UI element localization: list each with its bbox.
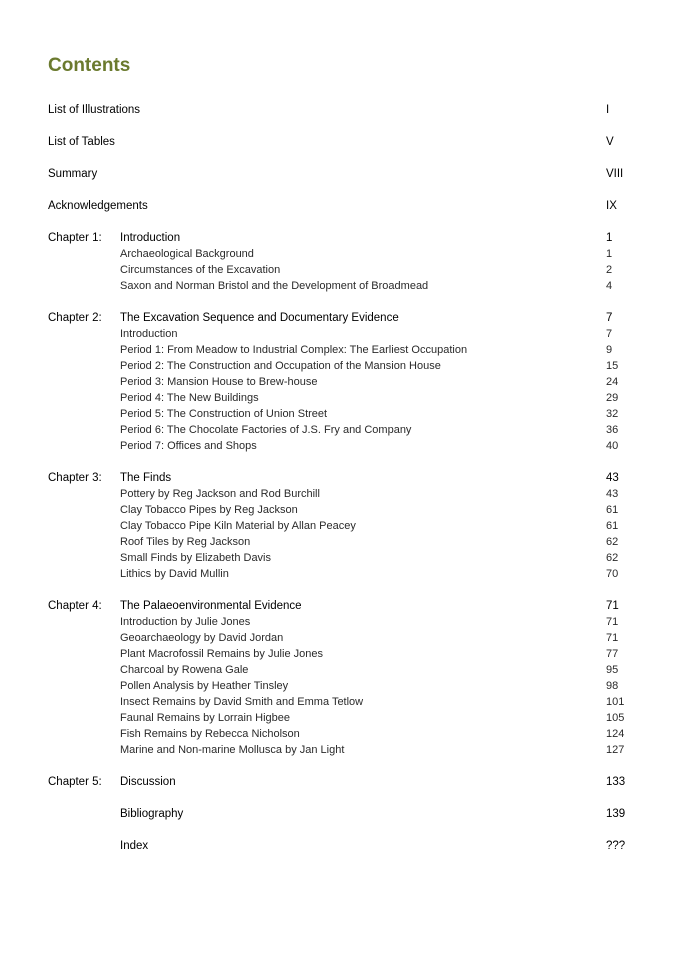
toc-section-entry[interactable]: [0, 742, 680, 758]
chapter-number: Chapter 5:: [48, 776, 102, 788]
section-page: 40: [606, 440, 619, 452]
chapter-number: Chapter 4:: [48, 600, 102, 612]
chapter-title: The Excavation Sequence and Documentary Evidence: [120, 312, 399, 324]
toc-section-entry[interactable]: [0, 438, 680, 454]
toc-section-entry[interactable]: [0, 390, 680, 406]
chapter-number: Chapter 1:: [48, 232, 102, 244]
toc-front-entry[interactable]: [0, 166, 680, 182]
chapter-title: Bibliography: [120, 808, 184, 820]
section-title: Period 7: Offices and Shops: [120, 440, 257, 452]
section-page: 95: [606, 664, 619, 676]
chapter-title: Index: [120, 840, 149, 852]
toc-section-entry[interactable]: [0, 278, 680, 294]
section-title: Small Finds by Elizabeth Davis: [120, 552, 272, 564]
toc-section-entry[interactable]: [0, 518, 680, 534]
section-title: Introduction: [120, 328, 178, 340]
section-title: Period 3: Mansion House to Brew-house: [120, 376, 318, 388]
section-page: 124: [606, 728, 625, 740]
toc-chapter-entry[interactable]: [0, 806, 680, 822]
chapter-page: 71: [606, 600, 619, 612]
chapter-page: 139: [606, 808, 626, 820]
toc-section-entry[interactable]: [0, 374, 680, 390]
toc-section-entry[interactable]: [0, 550, 680, 566]
chapter-title: The Palaeoenvironmental Evidence: [120, 600, 302, 612]
section-title: Archaeological Background: [120, 248, 254, 260]
chapter-page: 43: [606, 472, 619, 484]
toc-chapter-entry[interactable]: [0, 838, 680, 854]
section-page: 127: [606, 744, 625, 756]
section-title: Pollen Analysis by Heather Tinsley: [120, 680, 289, 692]
entry-page: I: [606, 104, 610, 116]
section-title: Clay Tobacco Pipe Kiln Material by Allan Peacey: [120, 520, 356, 532]
toc-chapter-entry[interactable]: [0, 230, 680, 246]
section-page: 105: [606, 712, 625, 724]
section-title: Introduction by Julie Jones: [120, 616, 251, 628]
chapter-title: The Finds: [120, 472, 172, 484]
section-title: Roof Tiles by Reg Jackson: [120, 536, 251, 548]
toc-front-entry[interactable]: [0, 102, 680, 118]
chapter-title: Introduction: [120, 232, 181, 244]
toc-section-entry[interactable]: [0, 646, 680, 662]
toc-section-entry[interactable]: [0, 326, 680, 342]
section-page: 71: [606, 632, 619, 644]
entry-title: List of Tables: [48, 136, 115, 148]
section-title: Saxon and Norman Bristol and the Development of Broadmead: [120, 280, 429, 292]
section-title: Lithics by David Mullin: [120, 568, 229, 580]
entry-page: IX: [606, 200, 617, 212]
section-page: 71: [606, 616, 619, 628]
chapter-number: Chapter 2:: [48, 312, 102, 324]
toc-front-entry[interactable]: [0, 134, 680, 150]
toc-section-entry[interactable]: [0, 694, 680, 710]
toc-section-entry[interactable]: [0, 358, 680, 374]
page-title: Contents: [48, 55, 131, 76]
toc-section-entry[interactable]: [0, 710, 680, 726]
toc-section-entry[interactable]: [0, 726, 680, 742]
toc-chapter-entry[interactable]: [0, 598, 680, 614]
section-page: 32: [606, 408, 619, 420]
section-title: Period 2: The Construction and Occupation of the Mansion House: [120, 360, 441, 372]
section-title: Charcoal by Rowena Gale: [120, 664, 249, 676]
section-page: 29: [606, 392, 619, 404]
section-page: 9: [606, 344, 613, 356]
chapter-page: 133: [606, 776, 626, 788]
section-page: 62: [606, 536, 619, 548]
section-title: Fish Remains by Rebecca Nicholson: [120, 728, 300, 740]
section-page: 101: [606, 696, 625, 708]
section-title: Circumstances of the Excavation: [120, 264, 281, 276]
section-page: 36: [606, 424, 619, 436]
toc-section-entry[interactable]: [0, 262, 680, 278]
section-page: 61: [606, 520, 619, 532]
toc-section-entry[interactable]: [0, 246, 680, 262]
section-title: Period 5: The Construction of Union Street: [120, 408, 328, 420]
section-page: 62: [606, 552, 619, 564]
toc-chapter-entry[interactable]: [0, 774, 680, 790]
chapter-page: 1: [606, 232, 613, 244]
section-page: 4: [606, 280, 613, 292]
section-page: 15: [606, 360, 619, 372]
section-page: 77: [606, 648, 619, 660]
toc-section-entry[interactable]: [0, 662, 680, 678]
section-title: Faunal Remains by Lorrain Higbee: [120, 712, 290, 724]
toc-chapter-entry[interactable]: [0, 310, 680, 326]
section-page: 43: [606, 488, 619, 500]
toc-section-entry[interactable]: [0, 486, 680, 502]
toc-section-entry[interactable]: [0, 566, 680, 582]
toc-section-entry[interactable]: [0, 614, 680, 630]
chapter-title: Discussion: [120, 776, 176, 788]
section-title: Period 4: The New Buildings: [120, 392, 259, 404]
toc-section-entry[interactable]: [0, 630, 680, 646]
section-page: 98: [606, 680, 619, 692]
chapter-page: 7: [606, 312, 613, 324]
toc-chapter-entry[interactable]: [0, 470, 680, 486]
toc-section-entry[interactable]: [0, 342, 680, 358]
entry-page: VIII: [606, 168, 624, 180]
section-title: Pottery by Reg Jackson and Rod Burchill: [120, 488, 320, 500]
section-title: Plant Macrofossil Remains by Julie Jones: [120, 648, 323, 660]
chapter-number: Chapter 3:: [48, 472, 102, 484]
section-page: 61: [606, 504, 619, 516]
toc-section-entry[interactable]: [0, 678, 680, 694]
section-title: Clay Tobacco Pipes by Reg Jackson: [120, 504, 298, 516]
section-title: Insect Remains by David Smith and Emma Tetlow: [120, 696, 364, 708]
section-page: 7: [606, 328, 613, 340]
section-page: 1: [606, 248, 613, 260]
toc-front-entry[interactable]: [0, 198, 680, 214]
entry-title: List of Illustrations: [48, 104, 141, 116]
toc-section-entry[interactable]: [0, 422, 680, 438]
section-title: Period 1: From Meadow to Industrial Complex: The Earliest Occupation: [120, 344, 468, 356]
chapter-page: ???: [606, 840, 626, 852]
section-title: Marine and Non-marine Mollusca by Jan Light: [120, 744, 345, 756]
section-page: 24: [606, 376, 619, 388]
entry-title: Acknowledgements: [48, 200, 148, 212]
entry-page: V: [606, 136, 614, 148]
toc-section-entry[interactable]: [0, 502, 680, 518]
section-page: 2: [606, 264, 613, 276]
section-title: Geoarchaeology by David Jordan: [120, 632, 284, 644]
entry-title: Summary: [48, 168, 98, 180]
section-title: Period 6: The Chocolate Factories of J.S. Fry and Company: [120, 424, 412, 436]
section-page: 70: [606, 568, 619, 580]
toc-section-entry[interactable]: [0, 406, 680, 422]
toc-section-entry[interactable]: [0, 534, 680, 550]
